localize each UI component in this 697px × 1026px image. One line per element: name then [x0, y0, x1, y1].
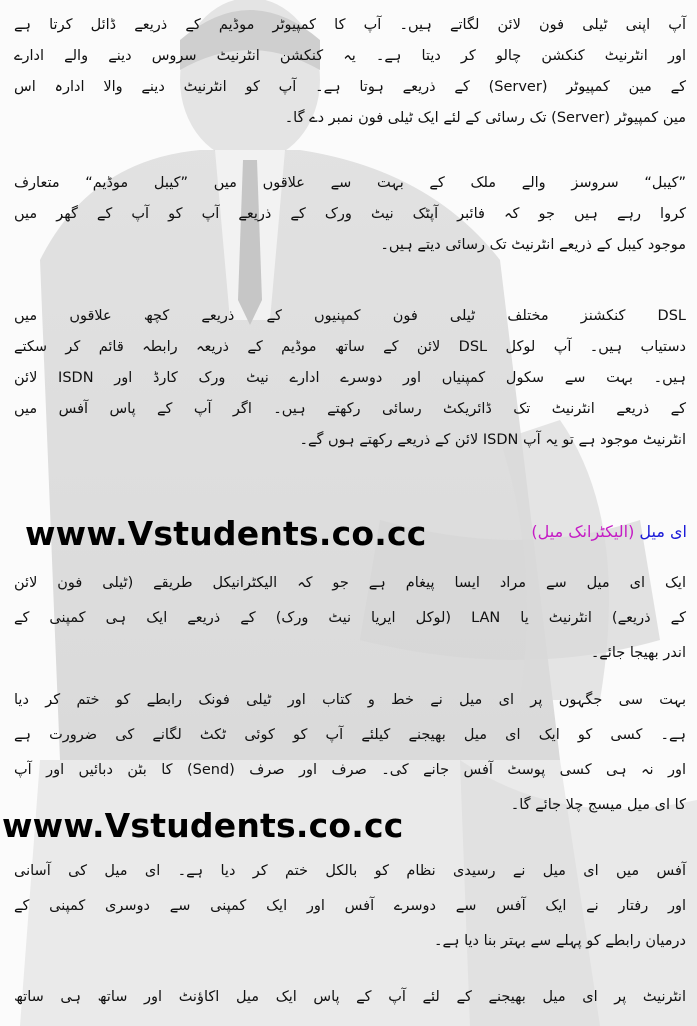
text-line: انٹرنیٹ پر ای میل بھیجنے کے لئے آپ کے پاس ایک میل اکاؤنٹ اور ساتھ ہی ساتھ [14, 989, 686, 1005]
text-line: درمیان رابطے کو پہلے سے بہتر بنا دیا ہے۔ [433, 933, 686, 949]
text-line: آفس میں ای میل نے رسیدی نظام کو بالکل ختم کر دیا ہے۔ ای میل کی آسانی [14, 863, 686, 879]
text-line: اور نہ ہی کسی پوسٹ آفس جانے کی۔ صرف اور صرف (Send) کا بٹن دبائیں اور آپ [14, 762, 687, 778]
section-heading [531, 522, 687, 541]
watermark-url: www.Vstudents.co.cc [2, 806, 404, 845]
paragraph-dsl [14, 307, 686, 450]
text-line: آپ اپنی ٹیلی فون لائن لگاتے ہیں۔ آپ کا کمپیوٹر موڈیم کے ذریعے ڈائل کرتا ہے [14, 17, 686, 33]
paragraph-dialup [14, 16, 686, 128]
paragraph-email-account [14, 988, 686, 1007]
paragraph-email-definition [14, 574, 686, 663]
heading-subtitle: (الیکٹرانک میل) [531, 522, 635, 541]
text-line: انٹرنیٹ موجود ہے تو یہ آپ ISDN لائن کے ذریعے رکھتے ہوں گے۔ [299, 432, 686, 448]
text-line: ایک ای میل سے مراد ایسا پیغام ہے جو کہ الیکٹرانیکل طریقے (ٹیلی فون لائن [14, 575, 686, 591]
text-line: کے مین کمپیوٹر (Server) کے ذریعے ہوتا ہے۔ آپ کو انٹرنیٹ دینے والا ادارہ اس [14, 79, 686, 95]
text-line: موجود کیبل کے ذریعے انٹرنیٹ تک رسائی دیتے ہیں۔ [380, 237, 686, 253]
text-line: اندر بھیجا جائے۔ [590, 645, 686, 661]
text-line: دستیاب ہیں۔ آپ لوکل DSL لائن کے ساتھ موڈیم کے ذریعہ رابطہ قائم کر سکتے [14, 339, 686, 355]
text-line: اور رفتار نے ایک آفس سے دوسرے آفس اور ایک کمپنی سے دوسری کمپنی کے [14, 898, 686, 914]
text-line: کے ذریعے) انٹرنیٹ یا LAN (لوکل ایریا نیٹ ورک) کے ذریعے ایک ہی کمپنی کے [14, 610, 686, 626]
watermark-url: www.Vstudents.co.cc [25, 514, 427, 553]
text-line: کے ذریعے انٹرنیٹ تک ڈائریکٹ رسائی رکھتے ہیں۔ اگر آپ کے پاس آفس میں [14, 401, 686, 417]
paragraph-email-benefits [14, 691, 686, 815]
text-line: اور انٹرنیٹ کنکشن چالو کر دیتا ہے۔ یہ کنکشن انٹرنیٹ سروس دینے والے ادارے [14, 48, 686, 64]
text-line: کا ای میل میسج چلا جائے گا۔ [510, 797, 686, 813]
text-line: کروا رہے ہیں جو کہ فائبر آپٹک نیٹ ورک کے ذریعے آپ کو آپ کے گھر میں [14, 206, 686, 222]
text-line: ہیں۔ بہت سے سکول کمپنیاں اور دوسرے ادارے نیٹ ورک کارڈ اور ISDN لائن [14, 370, 687, 386]
paragraph-cable [14, 174, 686, 255]
text-line: مین کمپیوٹر (Server) تک رسائی کے لئے ایک ٹیلی فون نمبر دے گا۔ [284, 110, 686, 126]
text-line: ”کیبل“ سروسز والے ملک کے بہت سے علاقوں میں ”کیبل موڈیم“ متعارف [14, 175, 686, 191]
heading-title: ای میل [639, 522, 687, 541]
text-line: DSL کنکشنز مختلف ٹیلی فون کمپنیوں کے ذریعے کچھ علاقوں میں [14, 308, 686, 324]
text-line: ہے۔ کسی کو ایک ای میل بھیجنے کیلئے آپ کو کوئی ٹکٹ لگانے کی ضرورت ہے [14, 727, 686, 743]
text-line: بہت سی جگہوں پر ای میل نے خط و کتاب اور ٹیلی فونک رابطے کو ختم کر دیا [14, 692, 686, 708]
paragraph-office-email [14, 862, 686, 951]
